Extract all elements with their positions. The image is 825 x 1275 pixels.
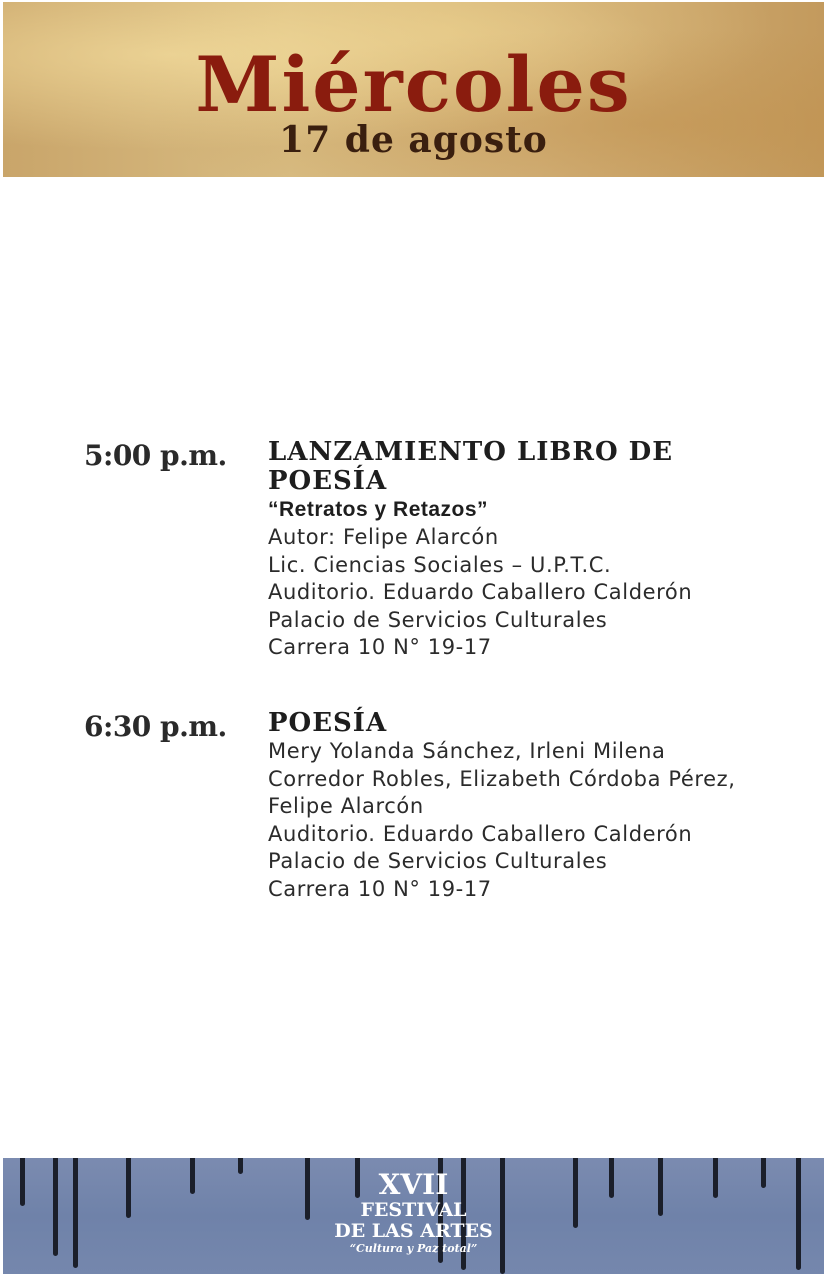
detail-line: Carrera 10 N° 19-17 xyxy=(268,635,492,660)
festival-name-line: FESTIVAL xyxy=(360,1199,467,1221)
event-heading xyxy=(268,438,788,496)
event-heading-line: LANZAMIENTO LIBRO DE xyxy=(268,437,674,467)
event-time: 6:30 p.m. xyxy=(84,710,227,743)
book-title: “Retratos y Retazos” xyxy=(268,498,489,521)
detail-line: Autor: Felipe Alarcón xyxy=(268,525,499,549)
event-details xyxy=(268,709,788,904)
detail-line: Felipe Alarcón xyxy=(268,794,424,819)
event-heading-line: POESÍA xyxy=(268,708,388,738)
festival-name-line: DE LAS ARTES xyxy=(334,1220,493,1242)
detail-line: Auditorio. Eduardo Caballero Calderón xyxy=(268,821,693,846)
detail-line: Palacio de Servicios Culturales xyxy=(268,607,608,632)
day-title: Miércoles xyxy=(195,40,632,129)
header-banner xyxy=(3,2,824,177)
detail-line: Mery Yolanda Sánchez, Irleni Milena xyxy=(268,739,666,763)
event-heading-line: POESÍA xyxy=(268,466,388,496)
edition-numeral: XVII xyxy=(378,1168,449,1201)
date-subtitle: 17 de agosto xyxy=(279,119,548,161)
detail-line: Carrera 10 N° 19-17 xyxy=(268,876,492,901)
festival-tagline: “Cultura y Paz total” xyxy=(349,1242,478,1255)
event-heading xyxy=(268,709,788,738)
detail-line: Auditorio. Eduardo Caballero Calderón xyxy=(268,580,693,605)
event-time: 5:00 p.m. xyxy=(84,439,227,472)
detail-line: Corredor Robles, Elizabeth Córdoba Pérez, xyxy=(268,766,736,791)
event-details xyxy=(268,438,788,662)
detail-line: Palacio de Servicios Culturales xyxy=(268,849,608,874)
footer-banner xyxy=(3,1158,824,1274)
festival-logo xyxy=(3,1170,824,1255)
detail-line: Lic. Ciencias Sociales – U.P.T.C. xyxy=(268,552,612,577)
